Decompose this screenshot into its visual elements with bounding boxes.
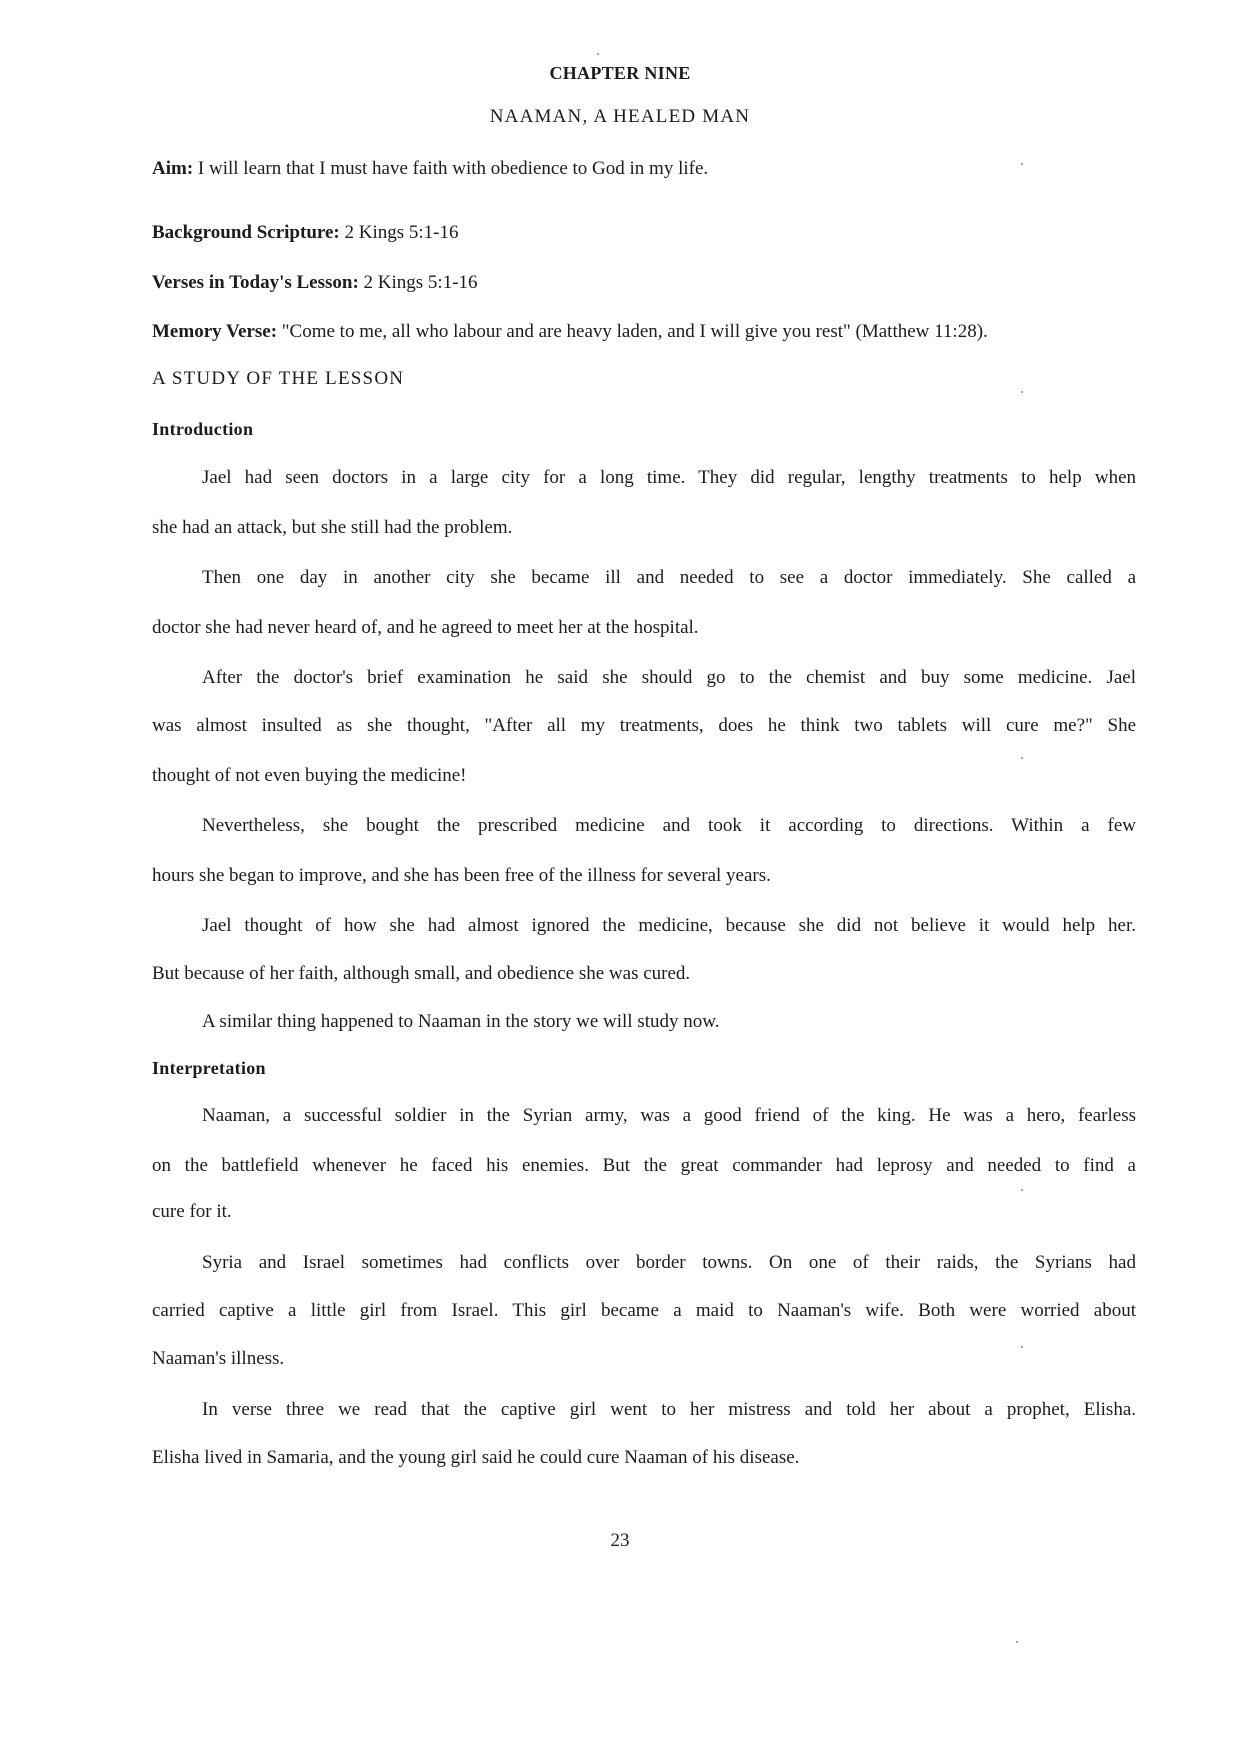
- scan-speck: [1021, 1189, 1023, 1191]
- interp-p2-line1: Syria and Israel sometimes had conflicts over border towns. On one of their raids, the Syrians had: [202, 1252, 1136, 1273]
- interp-p1-line3: cure for it.: [152, 1201, 232, 1222]
- intro-p4-line1: Nevertheless, she bought the prescribed medicine and took it according to directions. Within a few: [202, 815, 1136, 836]
- background-scripture-text: 2 Kings 5:1-16: [339, 222, 459, 243]
- scan-speck: [1021, 757, 1023, 759]
- background-scripture-label: Background Scripture:: [152, 222, 340, 243]
- aim-text: I will learn that I must have faith with obedience to God in my life.: [193, 158, 709, 179]
- intro-p2-line1: Then one day in another city she became ill and needed to see a doctor immediately. She called a: [202, 567, 1136, 588]
- scan-speck: [1016, 1641, 1018, 1643]
- interp-p3-line1: In verse three we read that the captive girl went to her mistress and told her about a prophet, Elisha.: [202, 1399, 1136, 1420]
- page-number: 23: [610, 1530, 630, 1551]
- intro-p3-line3: thought of not even buying the medicine!: [152, 765, 467, 786]
- chapter-label: CHAPTER NINE: [549, 63, 691, 83]
- intro-p3-line1: After the doctor's brief examination he said she should go to the chemist and buy some medicine. Jael: [202, 667, 1136, 688]
- interp-p2-line2: carried captive a little girl from Israel. This girl became a maid to Naaman's wife. Both were worried about: [152, 1300, 1136, 1321]
- interp-p3-line2: Elisha lived in Samaria, and the young girl said he could cure Naaman of his disease.: [152, 1447, 800, 1468]
- interpretation-heading: Interpretation: [152, 1058, 266, 1078]
- background-scripture-line: [152, 221, 459, 245]
- intro-p5-line1: Jael thought of how she had almost ignored the medicine, because she did not believe it would help her.: [202, 915, 1136, 936]
- aim-label: Aim:: [152, 158, 194, 179]
- interp-p1-line2: on the battlefield whenever he faced his enemies. But the great commander had leprosy and needed to find a: [152, 1155, 1136, 1176]
- intro-p1-line1: Jael had seen doctors in a large city for a long time. They did regular, lengthy treatments to help when: [202, 467, 1136, 488]
- scan-speck: [1021, 1346, 1023, 1348]
- intro-p1-line2: she had an attack, but she still had the problem.: [152, 517, 513, 538]
- scan-speck: [597, 53, 599, 55]
- introduction-heading: Introduction: [152, 419, 254, 439]
- interp-p2-line3: Naaman's illness.: [152, 1348, 285, 1369]
- intro-p6-line1: A similar thing happened to Naaman in the story we will study now.: [202, 1011, 720, 1032]
- memory-verse-text: "Come to me, all who labour and are heavy laden, and I will give you rest" (Matthew 11:28).: [277, 321, 988, 342]
- scan-speck: [1021, 163, 1023, 165]
- memory-verse-label: Memory Verse:: [152, 321, 278, 342]
- study-heading: A STUDY OF THE LESSON: [152, 368, 405, 389]
- intro-p3-line2: was almost insulted as she thought, "After all my treatments, does he think two tablets will cure me?" She: [152, 715, 1136, 736]
- verses-line: [152, 271, 478, 295]
- intro-p5-line2: But because of her faith, although small, and obedience she was cured.: [152, 963, 691, 984]
- verses-label: Verses in Today's Lesson:: [152, 272, 359, 293]
- intro-p4-line2: hours she began to improve, and she has been free of the illness for several years.: [152, 865, 771, 886]
- intro-p2-line2: doctor she had never heard of, and he agreed to meet her at the hospital.: [152, 617, 699, 638]
- aim-line: [152, 157, 708, 181]
- chapter-title: NAAMAN, A HEALED MAN: [489, 106, 751, 127]
- interp-p1-line1: Naaman, a successful soldier in the Syrian army, was a good friend of the king. He was a hero, fearless: [202, 1105, 1136, 1126]
- memory-verse-line: [152, 320, 988, 344]
- scan-speck: [1021, 391, 1023, 393]
- verses-text: 2 Kings 5:1-16: [358, 272, 478, 293]
